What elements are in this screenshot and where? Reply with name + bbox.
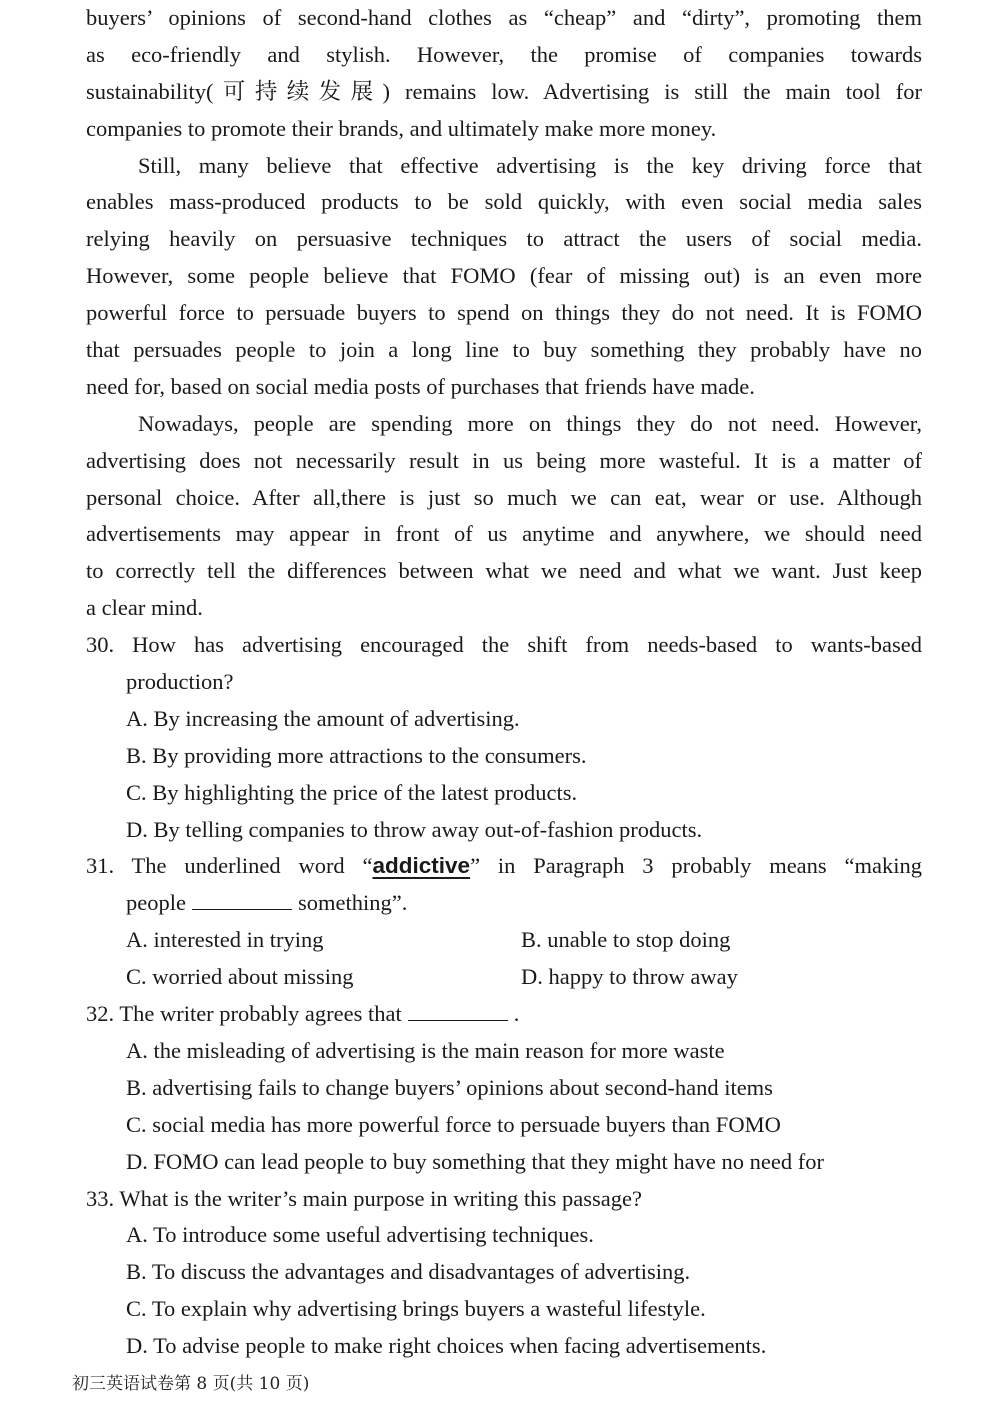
option-b[interactable]: B. By providing more attractions to the consumers. [126,742,587,768]
text-line: enables mass-produced products to be sold quickly, with even social media sales [86,189,922,215]
question-stem: 30. How has advertising encouraged the shift from needs-based to wants-based [86,632,922,658]
text-line: buyers’ opinions of second-hand clothes as “cheap” and “dirty”, promoting them [86,5,922,30]
text-line: advertisements may appear in front of us anytime and anywhere, we should need [86,521,922,547]
options-row [86,922,922,959]
option-b[interactable]: B. To discuss the advantages and disadvantages of advertising. [126,1259,691,1285]
stem-text: 32. The writer probably agrees that [86,1001,402,1027]
option-c[interactable]: C. worried about missing [126,964,354,990]
option-c[interactable]: C. By highlighting the price of the latest products. [126,779,578,805]
text-line: companies to promote their brands, and ultimately make more money. [86,115,717,141]
answer-blank [408,998,508,1021]
underlined-word: addictive [372,853,471,879]
option-d[interactable]: D. To advise people to make right choices when facing advertisements. [126,1333,767,1359]
stem-text: . [513,1001,520,1027]
text-line: relying heavily on persuasive techniques to attract the users of social media. [86,226,922,252]
option-d[interactable]: D. happy to throw away [521,964,738,990]
text-line: advertising does not necessarily result in us being more wasteful. It is a matter of [86,447,922,473]
question-30 [86,627,922,848]
option-d[interactable]: D. FOMO can lead people to buy something that they might have no need for [126,1148,824,1174]
question-32 [86,996,922,1180]
question-31 [86,848,922,996]
text-line: Nowadays, people are spending more on things they do not need. However, [138,410,922,436]
text-line: powerful force to persuade buyers to spend on things they do not need. It is FOMO [86,300,922,326]
option-a[interactable]: A. interested in trying [126,927,324,953]
text-line: Still, many believe that effective advertising is the key driving force that [138,152,922,178]
option-a[interactable]: A. the misleading of advertising is the main reason for more waste [126,1037,725,1063]
option-d[interactable]: D. By telling companies to throw away out-of-fashion products. [126,816,703,842]
text-line: that persuades people to join a long line to buy something they probably have no [86,337,922,363]
question-stem [86,848,922,885]
question-stem [86,885,922,922]
text-line: sustainability(可持续发展) remains low. Advertising is still the main tool for [86,78,922,104]
options-row [86,959,922,996]
exam-page [86,0,922,1365]
question-stem: production? [126,669,234,695]
text-line: a clear mind. [86,595,203,621]
text-line: as eco-friendly and stylish. However, the promise of companies towards [86,41,922,67]
text-line: However, some people believe that FOMO (fear of missing out) is an even more [86,263,922,289]
stem-text: something”. [297,890,408,916]
text-line: need for, based on social media posts of purchases that friends have made. [86,373,755,399]
text-line: to correctly tell the differences between what we need and what we want. Just keep [86,558,922,584]
option-a[interactable]: A. To introduce some useful advertising techniques. [126,1222,594,1248]
paragraph-1 [86,0,922,148]
text-line: personal choice. After all,there is just so much we can eat, wear or use. Although [86,484,922,510]
stem-text: people [126,890,186,916]
option-b[interactable]: B. unable to stop doing [521,927,731,953]
answer-blank [192,887,292,910]
option-b[interactable]: B. advertising fails to change buyers’ opinions about second-hand items [126,1074,773,1100]
paragraph-2 [86,148,922,406]
question-stem: 33. What is the writer’s main purpose in writing this passage? [86,1185,642,1211]
page-footer: 初三英语试卷第 8 页(共 10 页) [72,1374,310,1394]
question-33 [86,1181,922,1365]
option-a[interactable]: A. By increasing the amount of advertising. [126,705,520,731]
option-c[interactable]: C. To explain why advertising brings buyers a wasteful lifestyle. [126,1296,706,1322]
question-stem [86,996,922,1033]
option-c[interactable]: C. social media has more powerful force to persuade buyers than FOMO [126,1111,781,1137]
paragraph-3 [86,406,922,627]
stem-text: 31. The underlined word “ [86,853,373,879]
stem-text: ” in Paragraph 3 probably means “making [470,853,922,879]
